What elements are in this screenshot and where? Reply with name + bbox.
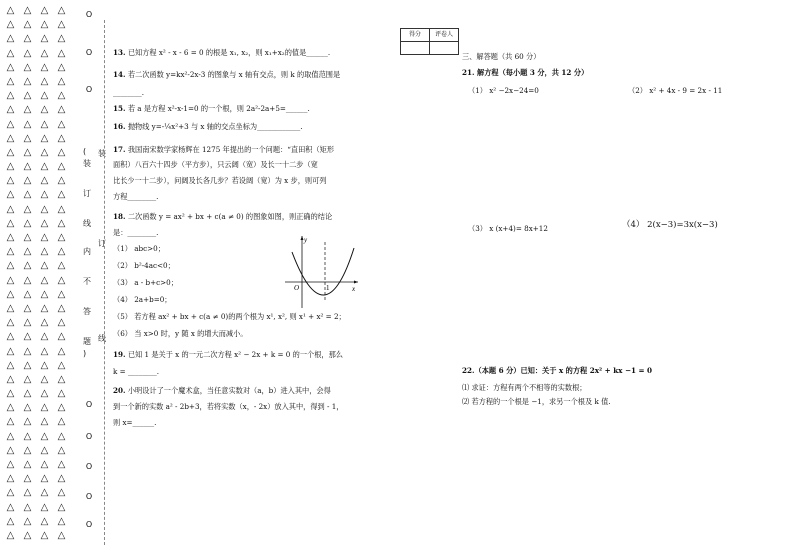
triangle-glyph: △ xyxy=(6,118,15,130)
parabola-graph xyxy=(280,230,360,310)
triangle-glyph: △ xyxy=(40,345,49,357)
graph-x-arrow xyxy=(354,281,358,284)
question-14-cont: ________. xyxy=(113,88,145,97)
question-15: 15. 若 a 是方程 x²-x-1=0 的一个根，则 2a²-2a+5=______. xyxy=(113,104,310,113)
triangle-glyph: △ xyxy=(57,402,66,414)
triangle-glyph: △ xyxy=(57,501,66,513)
question-17: 17. 我国南宋数学家杨辉在 1275 年提出的一个问题：“直田积（矩形 xyxy=(113,145,335,154)
triangle-glyph: △ xyxy=(23,459,32,470)
triangle-glyph: △ xyxy=(57,19,66,31)
question-18: 18. 二次函数 y = ax² + bx + c(a ≠ 0) 的图象如图，则正确的结论 xyxy=(113,212,333,221)
triangle-glyph: △ xyxy=(40,217,49,229)
question-18-option1: （1） abc>0； xyxy=(113,244,165,253)
score-table xyxy=(400,28,459,55)
triangle-glyph: △ xyxy=(57,487,66,499)
triangle-glyph: △ xyxy=(57,33,66,45)
triangle-glyph: △ xyxy=(23,331,32,343)
triangle-glyph: △ xyxy=(57,90,66,102)
graph-y-label: y xyxy=(304,236,308,244)
triangle-glyph: △ xyxy=(23,317,32,329)
question-13: 13. 已知方程 x² - x - 6 = 0 的根是 x₁, x₂，则 x₁+x₂的值是______. xyxy=(113,48,331,57)
seal-char: 装 xyxy=(83,159,91,168)
triangle-glyph: △ xyxy=(57,274,66,286)
triangle-glyph: △ xyxy=(6,487,15,499)
triangle-glyph: △ xyxy=(23,260,32,272)
triangle-glyph: △ xyxy=(57,444,66,456)
triangle-glyph: △ xyxy=(23,416,32,428)
triangle-glyph: △ xyxy=(40,274,49,286)
triangle-glyph: △ xyxy=(40,473,49,485)
decorative-triangle-border xyxy=(2,4,70,546)
triangle-glyph: △ xyxy=(6,61,15,73)
triangle-glyph: △ xyxy=(57,47,66,59)
triangle-glyph: △ xyxy=(23,47,32,59)
seal-char: ) xyxy=(83,349,87,358)
triangle-glyph: △ xyxy=(57,189,66,201)
triangle-glyph: △ xyxy=(6,19,15,31)
graph-one-label: 1 xyxy=(326,284,330,292)
triangle-glyph: △ xyxy=(40,416,49,428)
triangle-glyph: △ xyxy=(6,161,15,173)
triangle-glyph: △ xyxy=(57,5,66,16)
triangle-glyph: △ xyxy=(23,132,32,144)
triangle-glyph: △ xyxy=(40,246,49,258)
triangle-glyph: △ xyxy=(23,217,32,229)
triangle-glyph: △ xyxy=(23,33,32,45)
binding-circle: O xyxy=(85,492,93,501)
graph-parabola xyxy=(292,248,354,295)
triangle-glyph: △ xyxy=(6,459,15,470)
triangle-glyph: △ xyxy=(6,75,15,87)
triangle-glyph: △ xyxy=(57,416,66,428)
seal-char: 装 xyxy=(98,149,106,158)
grader-cell[interactable] xyxy=(430,42,459,55)
question-18-option5: （5） 若方程 ax² + bx + c(a ≠ 0)的两个根为 x¹, x², 则 x¹ + x² = 2； xyxy=(113,312,346,321)
triangle-glyph: △ xyxy=(40,118,49,130)
triangle-glyph: △ xyxy=(40,19,49,31)
triangle-glyph: △ xyxy=(6,232,15,243)
triangle-glyph: △ xyxy=(6,373,15,385)
triangle-glyph: △ xyxy=(57,288,66,300)
graph-x-label: x xyxy=(352,285,356,293)
triangle-glyph: △ xyxy=(23,487,32,499)
triangle-glyph: △ xyxy=(40,5,49,16)
triangle-glyph: △ xyxy=(40,331,49,343)
triangle-glyph: △ xyxy=(23,146,32,158)
triangle-glyph: △ xyxy=(23,274,32,286)
question-22-part1: ⑴ 求证：方程有两个不相等的实数根； xyxy=(462,383,587,392)
triangle-glyph: △ xyxy=(40,75,49,87)
triangle-glyph: △ xyxy=(40,529,49,541)
triangle-glyph: △ xyxy=(40,515,49,527)
triangle-glyph: △ xyxy=(57,161,66,173)
triangle-glyph: △ xyxy=(40,146,49,158)
question-18-option3: （3） a - b+c>0； xyxy=(113,278,178,287)
triangle-glyph: △ xyxy=(6,90,15,102)
triangle-glyph: △ xyxy=(6,388,15,400)
triangle-glyph: △ xyxy=(23,61,32,73)
triangle-glyph: △ xyxy=(23,288,32,300)
triangle-glyph: △ xyxy=(6,501,15,513)
triangle-glyph: △ xyxy=(57,104,66,116)
triangle-glyph: △ xyxy=(40,373,49,385)
question-20: 20. 小明设计了一个魔术盒，当任意实数对（a，b）进入其中，会得 xyxy=(113,386,331,395)
triangle-glyph: △ xyxy=(6,430,15,442)
triangle-glyph: △ xyxy=(40,487,49,499)
triangle-glyph: △ xyxy=(40,47,49,59)
triangle-glyph: △ xyxy=(57,132,66,144)
binding-circle: O xyxy=(85,400,93,409)
triangle-glyph: △ xyxy=(57,75,66,87)
question-17-line4: 方程________. xyxy=(113,192,159,201)
question-17-line3: 比长少一十二步），问阔及长各几步？若设阔（宽）为 x 步，则可列 xyxy=(113,176,327,185)
triangle-glyph: △ xyxy=(6,33,15,45)
question-18-option4: （4） 2a+b=0； xyxy=(113,295,172,304)
question-19-line2: k = ________. xyxy=(113,367,159,376)
triangle-glyph: △ xyxy=(40,203,49,215)
triangle-glyph: △ xyxy=(23,345,32,357)
triangle-glyph: △ xyxy=(40,302,49,314)
triangle-glyph: △ xyxy=(23,90,32,102)
seal-char: 线 xyxy=(98,334,106,343)
triangle-glyph: △ xyxy=(6,260,15,272)
question-21-part3: （3） x (x+4)= 8x+12 xyxy=(468,224,548,233)
question-14: 14. 若二次函数 y=kx²-2x-3 的图象与 x 轴有交点，则 k 的取值范围是 xyxy=(113,70,341,79)
question-20-line2: 到一个新的实数 a² - 2b+3，若将实数（x，- 2x）放入其中，得到 - 1， xyxy=(113,402,344,411)
triangle-glyph: △ xyxy=(6,175,15,187)
triangle-glyph: △ xyxy=(23,175,32,187)
triangle-glyph: △ xyxy=(57,473,66,485)
triangle-glyph: △ xyxy=(23,515,32,527)
triangle-glyph: △ xyxy=(57,345,66,357)
question-20-line3: 则 x=______. xyxy=(113,418,157,427)
question-21-part2: （2） x² + 4x - 9 = 2x - 11 xyxy=(628,86,723,95)
triangle-glyph: △ xyxy=(6,217,15,229)
triangle-glyph: △ xyxy=(23,430,32,442)
grader-header: 评卷人 xyxy=(430,29,459,42)
triangle-glyph: △ xyxy=(6,146,15,158)
triangle-glyph: △ xyxy=(57,529,66,541)
triangle-glyph: △ xyxy=(6,189,15,201)
triangle-glyph: △ xyxy=(23,373,32,385)
question-18-line2: 是：________. xyxy=(113,228,159,237)
triangle-glyph: △ xyxy=(40,288,49,300)
seal-char: 内 xyxy=(83,247,91,256)
triangle-glyph: △ xyxy=(6,515,15,527)
triangle-glyph: △ xyxy=(57,260,66,272)
graph-origin-label: O xyxy=(294,284,300,292)
score-header: 得分 xyxy=(401,29,430,42)
triangle-glyph: △ xyxy=(6,473,15,485)
question-18-option6: （6） 当 x>0 时，y 随 x 的增大而减小。 xyxy=(113,329,248,338)
triangle-glyph: △ xyxy=(40,359,49,371)
triangle-glyph: △ xyxy=(40,33,49,45)
binding-circle: O xyxy=(85,432,93,441)
triangle-glyph: △ xyxy=(57,430,66,442)
triangle-glyph: △ xyxy=(57,373,66,385)
triangle-glyph: △ xyxy=(40,132,49,144)
triangle-glyph: △ xyxy=(23,5,32,16)
triangle-glyph: △ xyxy=(40,61,49,73)
triangle-glyph: △ xyxy=(57,459,66,470)
binding-dashed-line xyxy=(104,20,105,545)
triangle-glyph: △ xyxy=(6,529,15,541)
triangle-glyph: △ xyxy=(57,217,66,229)
triangle-glyph: △ xyxy=(23,189,32,201)
triangle-glyph: △ xyxy=(40,317,49,329)
question-19: 19. 已知 1 是关于 x 的一元二次方程 x² − 2x + k = 0 的一个根，那么 xyxy=(113,350,343,359)
seal-char: 订 xyxy=(83,189,91,198)
triangle-glyph: △ xyxy=(6,47,15,59)
triangle-glyph: △ xyxy=(40,232,49,243)
triangle-glyph: △ xyxy=(23,161,32,173)
triangle-glyph: △ xyxy=(6,444,15,456)
triangle-glyph: △ xyxy=(6,288,15,300)
triangle-glyph: △ xyxy=(6,345,15,357)
triangle-glyph: △ xyxy=(57,515,66,527)
triangle-glyph: △ xyxy=(57,146,66,158)
question-16: 16. 抛物线 y=-¼x²+3 与 x 轴的交点坐标为____________. xyxy=(113,122,303,131)
triangle-glyph: △ xyxy=(6,132,15,144)
triangle-glyph: △ xyxy=(23,75,32,87)
triangle-glyph: △ xyxy=(6,274,15,286)
triangle-glyph: △ xyxy=(57,388,66,400)
seal-char: 线 xyxy=(83,219,91,228)
question-17-line2: 面积）八百六十四步（平方步），只云阔（宽）及长一十二步（宽 xyxy=(113,160,318,169)
triangle-glyph: △ xyxy=(23,246,32,258)
triangle-glyph: △ xyxy=(6,246,15,258)
triangle-glyph: △ xyxy=(40,175,49,187)
triangle-glyph: △ xyxy=(23,444,32,456)
triangle-glyph: △ xyxy=(40,189,49,201)
question-21-part4: （4） 2(x−3)=3x(x−3) xyxy=(622,220,718,230)
triangle-glyph: △ xyxy=(6,402,15,414)
question-18-option2: （2） b²-4ac<0； xyxy=(113,261,175,270)
triangle-glyph: △ xyxy=(23,19,32,31)
seal-char: ( xyxy=(83,147,87,156)
triangle-glyph: △ xyxy=(57,246,66,258)
binding-circle: O xyxy=(85,462,93,471)
triangle-glyph: △ xyxy=(6,104,15,116)
triangle-glyph: △ xyxy=(40,104,49,116)
triangle-glyph: △ xyxy=(6,5,15,16)
triangle-grid xyxy=(2,4,70,543)
triangle-glyph: △ xyxy=(40,402,49,414)
triangle-glyph: △ xyxy=(40,90,49,102)
binding-circle: O xyxy=(85,520,93,529)
triangle-glyph: △ xyxy=(23,529,32,541)
binding-circle: O xyxy=(85,10,93,19)
triangle-glyph: △ xyxy=(57,302,66,314)
triangle-glyph: △ xyxy=(40,501,49,513)
section-3-title: 三、解答题（共 60 分） xyxy=(462,52,541,61)
triangle-glyph: △ xyxy=(23,203,32,215)
triangle-glyph: △ xyxy=(23,501,32,513)
binding-circles xyxy=(84,0,96,550)
triangle-glyph: △ xyxy=(57,118,66,130)
triangle-glyph: △ xyxy=(57,359,66,371)
triangle-glyph: △ xyxy=(57,317,66,329)
question-22-title: 22.（本题 6 分）已知：关于 x 的方程 2x² + kx −1 = 0 xyxy=(462,366,653,375)
triangle-glyph: △ xyxy=(6,331,15,343)
triangle-glyph: △ xyxy=(57,203,66,215)
triangle-glyph: △ xyxy=(23,118,32,130)
triangle-glyph: △ xyxy=(23,473,32,485)
triangle-glyph: △ xyxy=(40,388,49,400)
triangle-glyph: △ xyxy=(40,161,49,173)
seal-char: 题 xyxy=(83,337,91,346)
triangle-glyph: △ xyxy=(23,359,32,371)
triangle-glyph: △ xyxy=(6,203,15,215)
triangle-glyph: △ xyxy=(23,104,32,116)
triangle-glyph: △ xyxy=(6,359,15,371)
triangle-glyph: △ xyxy=(40,430,49,442)
seal-char: 订 xyxy=(98,239,106,248)
triangle-glyph: △ xyxy=(23,232,32,243)
triangle-glyph: △ xyxy=(57,175,66,187)
question-21-part1: （1） x² −2x−24=0 xyxy=(468,86,539,95)
triangle-glyph: △ xyxy=(57,61,66,73)
score-cell[interactable] xyxy=(401,42,430,55)
triangle-glyph: △ xyxy=(23,388,32,400)
binding-circle: O xyxy=(85,85,93,94)
binding-circle: O xyxy=(85,48,93,57)
triangle-glyph: △ xyxy=(57,232,66,243)
triangle-glyph: △ xyxy=(40,444,49,456)
triangle-glyph: △ xyxy=(57,331,66,343)
question-22-part2: ⑵ 若方程的一个根是 −1，求另一个根及 k 值. xyxy=(462,397,611,406)
seal-char: 不 xyxy=(83,277,91,286)
triangle-glyph: △ xyxy=(23,302,32,314)
triangle-glyph: △ xyxy=(6,317,15,329)
triangle-glyph: △ xyxy=(23,402,32,414)
triangle-glyph: △ xyxy=(6,416,15,428)
triangle-glyph: △ xyxy=(6,302,15,314)
seal-char: 答 xyxy=(83,307,91,316)
question-21-title: 21. 解方程（每小题 3 分，共 12 分） xyxy=(462,68,589,77)
triangle-glyph: △ xyxy=(40,260,49,272)
triangle-glyph: △ xyxy=(40,459,49,470)
